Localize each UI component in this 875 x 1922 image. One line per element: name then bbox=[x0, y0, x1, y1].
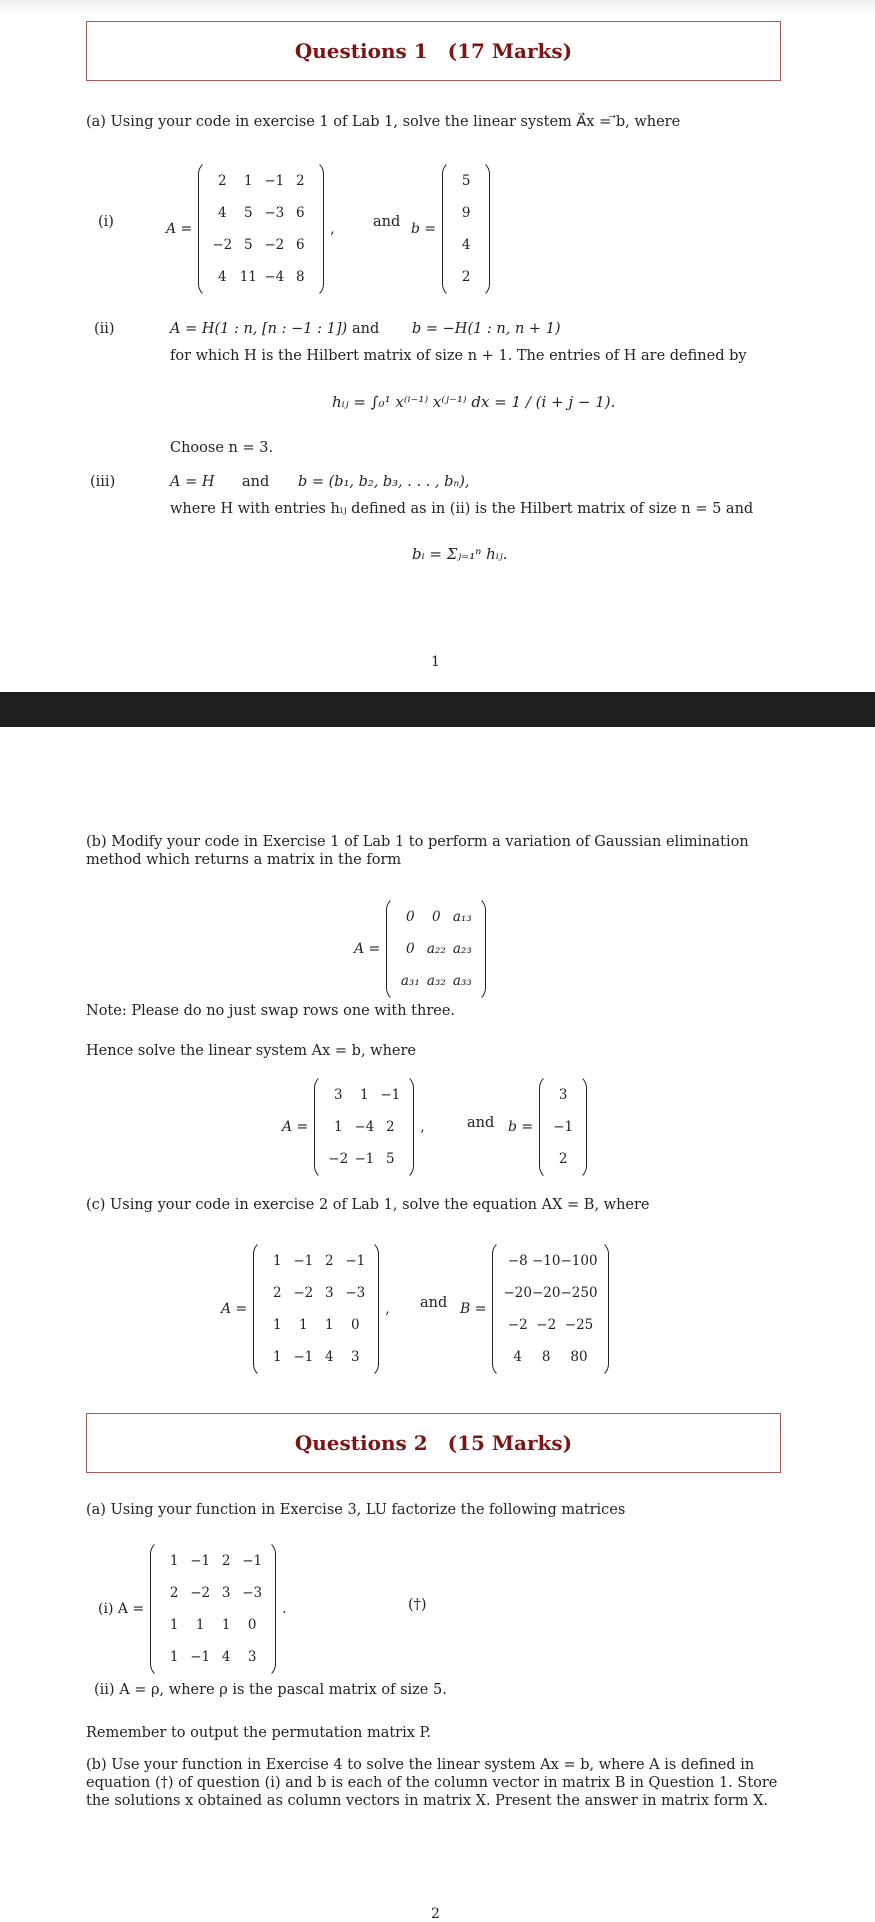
q2i-A-grid bbox=[150, 1540, 276, 1678]
matrix-cell: a₂₂ bbox=[426, 941, 446, 957]
matrix-cell: −1 bbox=[345, 1253, 366, 1269]
matrix-cell: 1 bbox=[221, 1617, 231, 1633]
matrix-cell: a₁₃ bbox=[452, 909, 472, 925]
matrix-cell: 5 bbox=[386, 1151, 395, 1167]
matrix-cell: 4 bbox=[325, 1349, 334, 1365]
c-matrix-A: A = 1 −1 2 −1 2 −2 3 −3 1 1 1 0 1 −1 4 3 , bbox=[221, 1240, 390, 1378]
c-A-grid bbox=[253, 1240, 379, 1378]
i-and: and bbox=[373, 214, 401, 230]
q1-marks: (17 Marks) bbox=[447, 39, 573, 63]
matrix-cell: 11 bbox=[239, 269, 257, 285]
matrix-cell: 3 bbox=[558, 1087, 568, 1103]
matrix-cell: 5 bbox=[244, 205, 253, 221]
matrix-cell: a₃₁ bbox=[400, 973, 420, 989]
matrix-cell: 1 bbox=[299, 1317, 308, 1333]
hence-A-label: A = bbox=[282, 1119, 309, 1135]
matrix-cell: −20 bbox=[531, 1285, 561, 1301]
matrix-cell: 1 bbox=[244, 173, 253, 189]
matrix-cell: −2 bbox=[536, 1317, 557, 1333]
matrix-cell: 0 bbox=[247, 1617, 257, 1633]
matrix-cell: −3 bbox=[345, 1285, 366, 1301]
matrix-cell: −2 bbox=[328, 1151, 349, 1167]
hence-text: Hence solve the linear system Ax = b, where bbox=[86, 1043, 417, 1059]
i-A-label: A = bbox=[166, 221, 193, 237]
matrix-cell: 5 bbox=[244, 237, 253, 253]
q1a-text: (a) Using your code in exercise 1 of Lab 1, solve the linear system A⃗x = ⃗b, where bbox=[86, 114, 681, 130]
q1-title-box bbox=[86, 21, 781, 81]
c-matrix-B bbox=[460, 1240, 609, 1378]
hence-matrix-A: A = 3 1 −1 1 −4 2 −2 −1 5 , bbox=[282, 1074, 425, 1180]
matrix-cell: 1 bbox=[273, 1253, 282, 1269]
matrix-cell: 1 bbox=[273, 1317, 282, 1333]
matrix-cell: 5 bbox=[461, 173, 471, 189]
top-shadow bbox=[0, 0, 875, 14]
c-A-label: A = bbox=[221, 1301, 248, 1317]
matrix-cell: 2 bbox=[218, 173, 227, 189]
matrix-cell: −1 bbox=[553, 1119, 574, 1135]
iii-A-def: A = H bbox=[170, 474, 215, 490]
hence-and: and bbox=[467, 1115, 495, 1131]
ii-label: (ii) bbox=[94, 321, 115, 337]
matrix-cell: −100 bbox=[560, 1253, 598, 1269]
q2b-text: (b) Use your function in Exercise 4 to solve the linear system Ax = b, where A is defined in equation (†) of question (i) and b is each of the column vector in matrix B in Question 1. Store the solutions x obtained as column vectors in matrix X. Present the answer in matrix form X. bbox=[86, 1757, 778, 1809]
matrix-cell: 2 bbox=[169, 1585, 179, 1601]
matrix-cell: −1 bbox=[190, 1649, 211, 1665]
matrix-cell: −2 bbox=[212, 237, 233, 253]
matrix-cell: a₂₃ bbox=[452, 941, 472, 957]
matrix-cell: 2 bbox=[461, 269, 471, 285]
matrix-cell: 1 bbox=[169, 1617, 179, 1633]
c-B-grid bbox=[492, 1240, 608, 1378]
matrix-cell: −2 bbox=[507, 1317, 528, 1333]
matrix-cell: −1 bbox=[190, 1553, 211, 1569]
matrix-cell: a₃₃ bbox=[452, 973, 472, 989]
ii-formula: hᵢⱼ = ∫₀¹ x⁽ⁱ⁻¹⁾ x⁽ʲ⁻¹⁾ dx = 1 / (i + j − 1). bbox=[332, 393, 616, 411]
page-number-1: 1 bbox=[431, 654, 440, 670]
iii-label: (iii) bbox=[90, 474, 116, 490]
matrix-cell: 2 bbox=[273, 1285, 282, 1301]
matrix-cell: 0 bbox=[406, 909, 415, 925]
matrix-cell: 4 bbox=[218, 269, 227, 285]
form-A-label: A = bbox=[354, 941, 381, 957]
matrix-cell: −4 bbox=[264, 269, 285, 285]
q2-title-box bbox=[86, 1413, 781, 1473]
matrix-cell: −1 bbox=[264, 173, 285, 189]
matrix-cell: 8 bbox=[296, 269, 305, 285]
matrix-cell: 1 bbox=[195, 1617, 205, 1633]
ii-and: and bbox=[352, 321, 380, 337]
matrix-cell: −2 bbox=[190, 1585, 211, 1601]
q2ii-text: (ii) A = ρ, where ρ is the pascal matrix of size 5. bbox=[94, 1682, 447, 1698]
matrix-cell: −25 bbox=[564, 1317, 594, 1333]
matrix-cell: −1 bbox=[293, 1349, 314, 1365]
i-label: (i) bbox=[98, 214, 114, 230]
hence-A-grid bbox=[314, 1074, 414, 1180]
matrix-cell: −2 bbox=[293, 1285, 314, 1301]
matrix-cell: 2 bbox=[325, 1253, 334, 1269]
matrix-cell: 1 bbox=[169, 1553, 179, 1569]
matrix-cell: −4 bbox=[354, 1119, 375, 1135]
form-A-grid bbox=[386, 896, 486, 1002]
matrix-cell: 6 bbox=[296, 205, 305, 221]
hence-b-label: b = bbox=[508, 1119, 534, 1135]
iii-and: and bbox=[242, 474, 270, 490]
remember-text: Remember to output the permutation matrix P. bbox=[86, 1725, 431, 1741]
iii-b-def: b = (b₁, b₂, b₃, . . . , bₙ), bbox=[298, 474, 470, 490]
q1b-text: (b) Modify your code in Exercise 1 of Lab 1 to perform a variation of Gaussian elimination method which returns a matrix in the form bbox=[86, 834, 749, 868]
matrix-cell: −3 bbox=[264, 205, 285, 221]
iii-formula: bᵢ = Σⱼ₌₁ⁿ hᵢⱼ. bbox=[412, 545, 508, 563]
matrix-cell: −250 bbox=[560, 1285, 598, 1301]
matrix-cell: −8 bbox=[507, 1253, 528, 1269]
matrix-cell: −1 bbox=[380, 1087, 401, 1103]
c-B-label: B = bbox=[460, 1301, 487, 1317]
matrix-cell: −1 bbox=[242, 1553, 263, 1569]
matrix-cell: a₃₂ bbox=[426, 973, 446, 989]
q1-title: Questions 1 bbox=[294, 39, 428, 63]
matrix-cell: −1 bbox=[354, 1151, 375, 1167]
dagger-tag: (†) bbox=[408, 1597, 427, 1613]
matrix-cell: 1 bbox=[325, 1317, 334, 1333]
matrix-cell: 80 bbox=[570, 1349, 588, 1365]
i-b-grid bbox=[442, 160, 490, 298]
matrix-cell: 8 bbox=[541, 1349, 551, 1365]
page-number-2: 2 bbox=[431, 1906, 440, 1922]
matrix-cell: 2 bbox=[221, 1553, 231, 1569]
q1c-text: (c) Using your code in exercise 2 of Lab 1, solve the equation AX = B, where bbox=[86, 1197, 650, 1213]
hence-b-grid bbox=[539, 1074, 587, 1180]
matrix-cell: 4 bbox=[513, 1349, 523, 1365]
ii-choose: Choose n = 3. bbox=[170, 440, 274, 456]
form-matrix bbox=[354, 896, 486, 1002]
matrix-cell: 3 bbox=[221, 1585, 231, 1601]
i-b-label: b = bbox=[411, 221, 437, 237]
matrix-cell: 1 bbox=[273, 1349, 282, 1365]
ii-desc: for which H is the Hilbert matrix of size n + 1. The entries of H are defined by bbox=[170, 348, 747, 364]
matrix-cell: 3 bbox=[325, 1285, 334, 1301]
matrix-cell: 0 bbox=[406, 941, 415, 957]
q2-title: Questions 2 bbox=[294, 1431, 428, 1455]
iii-desc: where H with entries hᵢⱼ defined as in (ii) is the Hilbert matrix of size n = 5 and bbox=[170, 501, 754, 517]
matrix-cell: 0 bbox=[351, 1317, 360, 1333]
matrix-cell: 4 bbox=[221, 1649, 231, 1665]
i-vector-b bbox=[411, 160, 490, 298]
matrix-cell: 4 bbox=[461, 237, 471, 253]
matrix-cell: 1 bbox=[360, 1087, 369, 1103]
q2-marks: (15 Marks) bbox=[447, 1431, 573, 1455]
matrix-cell: 9 bbox=[461, 205, 471, 221]
matrix-cell: 3 bbox=[247, 1649, 257, 1665]
matrix-cell: 2 bbox=[296, 173, 305, 189]
ii-b-def: b = −H(1 : n, n + 1) bbox=[412, 321, 561, 337]
hence-vector-b bbox=[508, 1074, 587, 1180]
c-and: and bbox=[420, 1295, 448, 1311]
ii-A-def: A = H(1 : n, [n : −1 : 1]) bbox=[170, 321, 348, 337]
matrix-cell: −20 bbox=[503, 1285, 532, 1301]
matrix-cell: 6 bbox=[296, 237, 305, 253]
matrix-cell: 3 bbox=[334, 1087, 343, 1103]
matrix-cell: 2 bbox=[558, 1151, 568, 1167]
q2i-matrix: (i) A = 1 −1 2 −1 2 −2 3 −3 1 1 1 0 1 −1 4 3 . bbox=[98, 1540, 287, 1678]
matrix-cell: 3 bbox=[351, 1349, 360, 1365]
matrix-cell: −2 bbox=[264, 237, 285, 253]
matrix-cell: −1 bbox=[293, 1253, 314, 1269]
matrix-cell: 4 bbox=[218, 205, 227, 221]
i-A-grid bbox=[198, 160, 324, 298]
matrix-cell: 1 bbox=[334, 1119, 343, 1135]
matrix-cell: 2 bbox=[386, 1119, 395, 1135]
note-text: Note: Please do no just swap rows one with three. bbox=[86, 1003, 456, 1019]
matrix-cell: 1 bbox=[169, 1649, 179, 1665]
i-matrix-A: A = 2 1 −1 2 4 5 −3 6 −2 5 −2 6 4 11 −4 8 , bbox=[166, 160, 335, 298]
matrix-cell: 0 bbox=[432, 909, 441, 925]
q2a-text: (a) Using your function in Exercise 3, LU factorize the following matrices bbox=[86, 1502, 626, 1518]
page-separator bbox=[0, 692, 875, 727]
q2i-label: (i) A = bbox=[98, 1601, 145, 1617]
matrix-cell: −3 bbox=[242, 1585, 263, 1601]
matrix-cell: −10 bbox=[531, 1253, 561, 1269]
